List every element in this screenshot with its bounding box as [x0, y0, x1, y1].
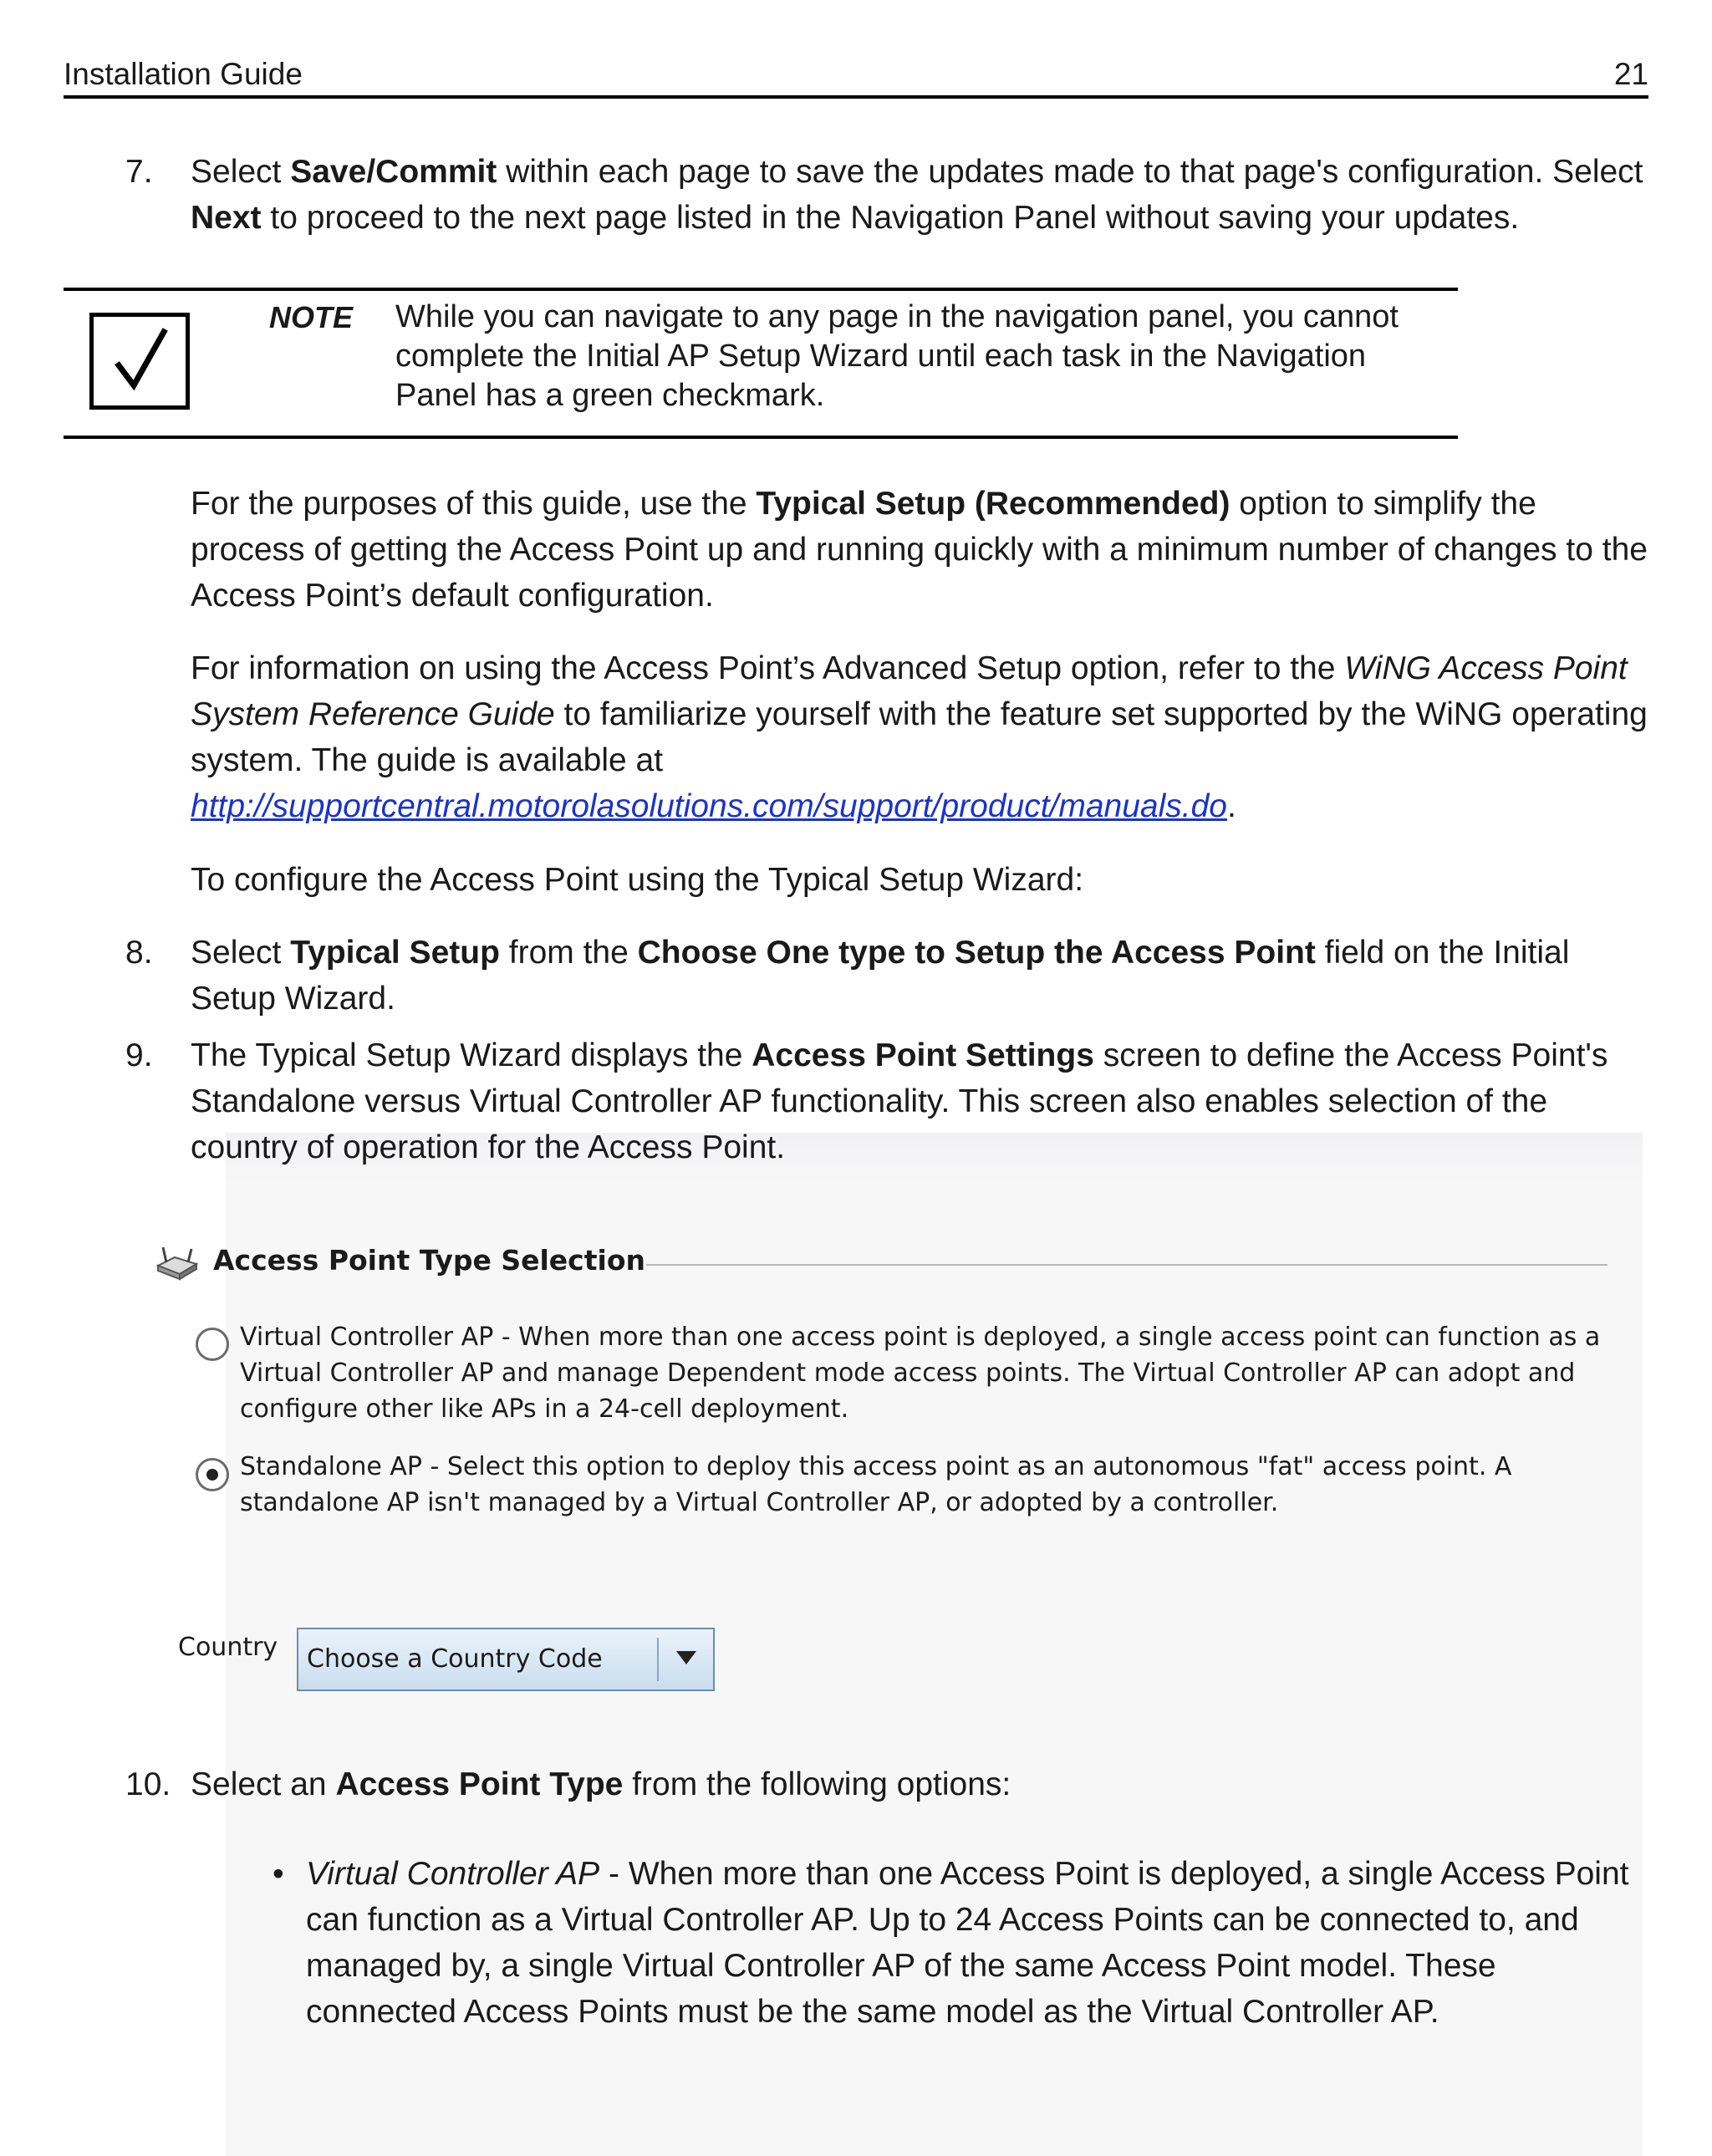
country-select[interactable] [297, 1628, 715, 1691]
step-8-bold-choose: Choose One type to Setup the Access Point [637, 935, 1316, 971]
step-7-bold-next: Next [191, 200, 262, 236]
country-select-value: Choose a Country Code [307, 1644, 603, 1674]
bullet-virtual-controller [306, 1851, 1652, 2035]
option2-line2: standalone AP isn't managed by a Virtual Controller AP, or adopted by a controller. [240, 1488, 1279, 1517]
bullet-text: - When more than one Access Point is deployed, a single Access Point can function as a Virtual Controller AP. Up to 24 Access Points can be connected to, and managed by, a single Virtual Controller AP of the same Access Point model. These connected Access Points must be the same model as the Virtual Controller AP. [306, 1856, 1629, 2030]
step-10-text [191, 1761, 1653, 1807]
access-point-icon [155, 1246, 200, 1281]
country-label: Country [178, 1633, 278, 1662]
option1-line2: Virtual Controller AP and manage Dependent mode access points. The Virtual Controller AP can adopt and [240, 1358, 1576, 1388]
option2-line1: Standalone AP - Select this option to deploy this access point as an autonomous "fat" access point. A [240, 1452, 1512, 1481]
section-divider [646, 1264, 1608, 1266]
radio-virtual-controller[interactable] [196, 1328, 229, 1361]
running-header [64, 55, 1648, 99]
step-7-bold-save: Save/Commit [290, 154, 497, 190]
radio-standalone[interactable] [196, 1458, 229, 1491]
para1-bold: Typical Setup (Recommended) [756, 486, 1230, 522]
step-8-post: field on the Initial Setup Wizard. [191, 935, 1570, 1017]
checkmark-icon [89, 313, 190, 410]
step-10-bold: Access Point Type [335, 1766, 624, 1802]
step-9-text [191, 1032, 1653, 1170]
step-7-post: to proceed to the next page listed in the Navigation Panel without saving your updates. [261, 200, 1520, 236]
para2-pre: For information on using the Access Point’s Advanced Setup option, refer to the [191, 650, 1345, 686]
manuals-link[interactable]: http://supportcentral.motorolasolutions.com/support/product/manuals.do [191, 788, 1228, 824]
para2-mid: to familiarize yourself with the feature set supported by the WiNG operating system. The guide is available at [191, 696, 1648, 778]
note-text: While you can navigate to any page in the navigation panel, you cannot complete the Initial AP Setup Wizard until each task in the Navigation Panel has a green checkmark. [395, 299, 1399, 413]
note-bottom-rule [64, 436, 1458, 439]
note-label: NOTE [269, 300, 354, 334]
step-9-post: screen to define the Access Point's Standalone versus Virtual Controller AP functionality. This screen also enables selection of the country of operation for the Access Point. [191, 1037, 1608, 1165]
step-8-pre: Select [191, 935, 291, 971]
section-title: Access Point Type Selection [213, 1244, 645, 1277]
step-9-number: 9. [125, 1037, 153, 1073]
dropdown-arrow-icon[interactable] [676, 1651, 696, 1664]
step-10-pre: Select an [191, 1766, 336, 1802]
paragraph-configure: To configure the Access Point using the Typical Setup Wizard: [191, 862, 1084, 898]
step-8-bold-typical: Typical Setup [290, 935, 500, 971]
step-8-number: 8. [125, 935, 153, 971]
para2-end: . [1227, 788, 1236, 824]
step-10-number: 10. [125, 1766, 171, 1802]
step-7-pre: Select [191, 154, 291, 190]
bullet-marker: • [273, 1856, 284, 1892]
para1-pre: For the purposes of this guide, use the [191, 486, 757, 522]
paragraph-advanced-setup [191, 645, 1653, 829]
option1-line1: Virtual Controller AP - When more than one access point is deployed, a single access point can function as a [240, 1323, 1601, 1352]
step-7-text [191, 149, 1645, 241]
select-separator [657, 1638, 659, 1681]
page-number: 21 [1613, 57, 1648, 91]
step-9-pre: The Typical Setup Wizard displays the [191, 1037, 752, 1073]
step-8-text [191, 930, 1653, 1022]
option-virtual-controller-text [240, 1319, 1661, 1427]
option-standalone-text [240, 1449, 1661, 1521]
para1-post: option to simplify the process of getting the Access Point up and running quickly with a minimum number of changes to the Access Point’s default configuration. [191, 486, 1648, 614]
note-top-rule [64, 288, 1458, 291]
bullet-italic: Virtual Controller AP [306, 1856, 600, 1892]
step-9-bold: Access Point Settings [752, 1037, 1094, 1073]
step-7-number: 7. [125, 154, 153, 190]
paragraph-typical-setup [191, 481, 1653, 619]
option1-line3: configure other like APs in a 24-cell deployment. [240, 1394, 849, 1424]
step-10-post: from the following options: [623, 1766, 1011, 1802]
header-title: Installation Guide [64, 57, 303, 91]
step-7-mid: within each page to save the updates made to that page's configuration. Select [497, 154, 1643, 190]
step-8-mid: from the [499, 935, 638, 971]
para2-guide-title: WiNG Access Point System Reference Guide [191, 650, 1628, 732]
